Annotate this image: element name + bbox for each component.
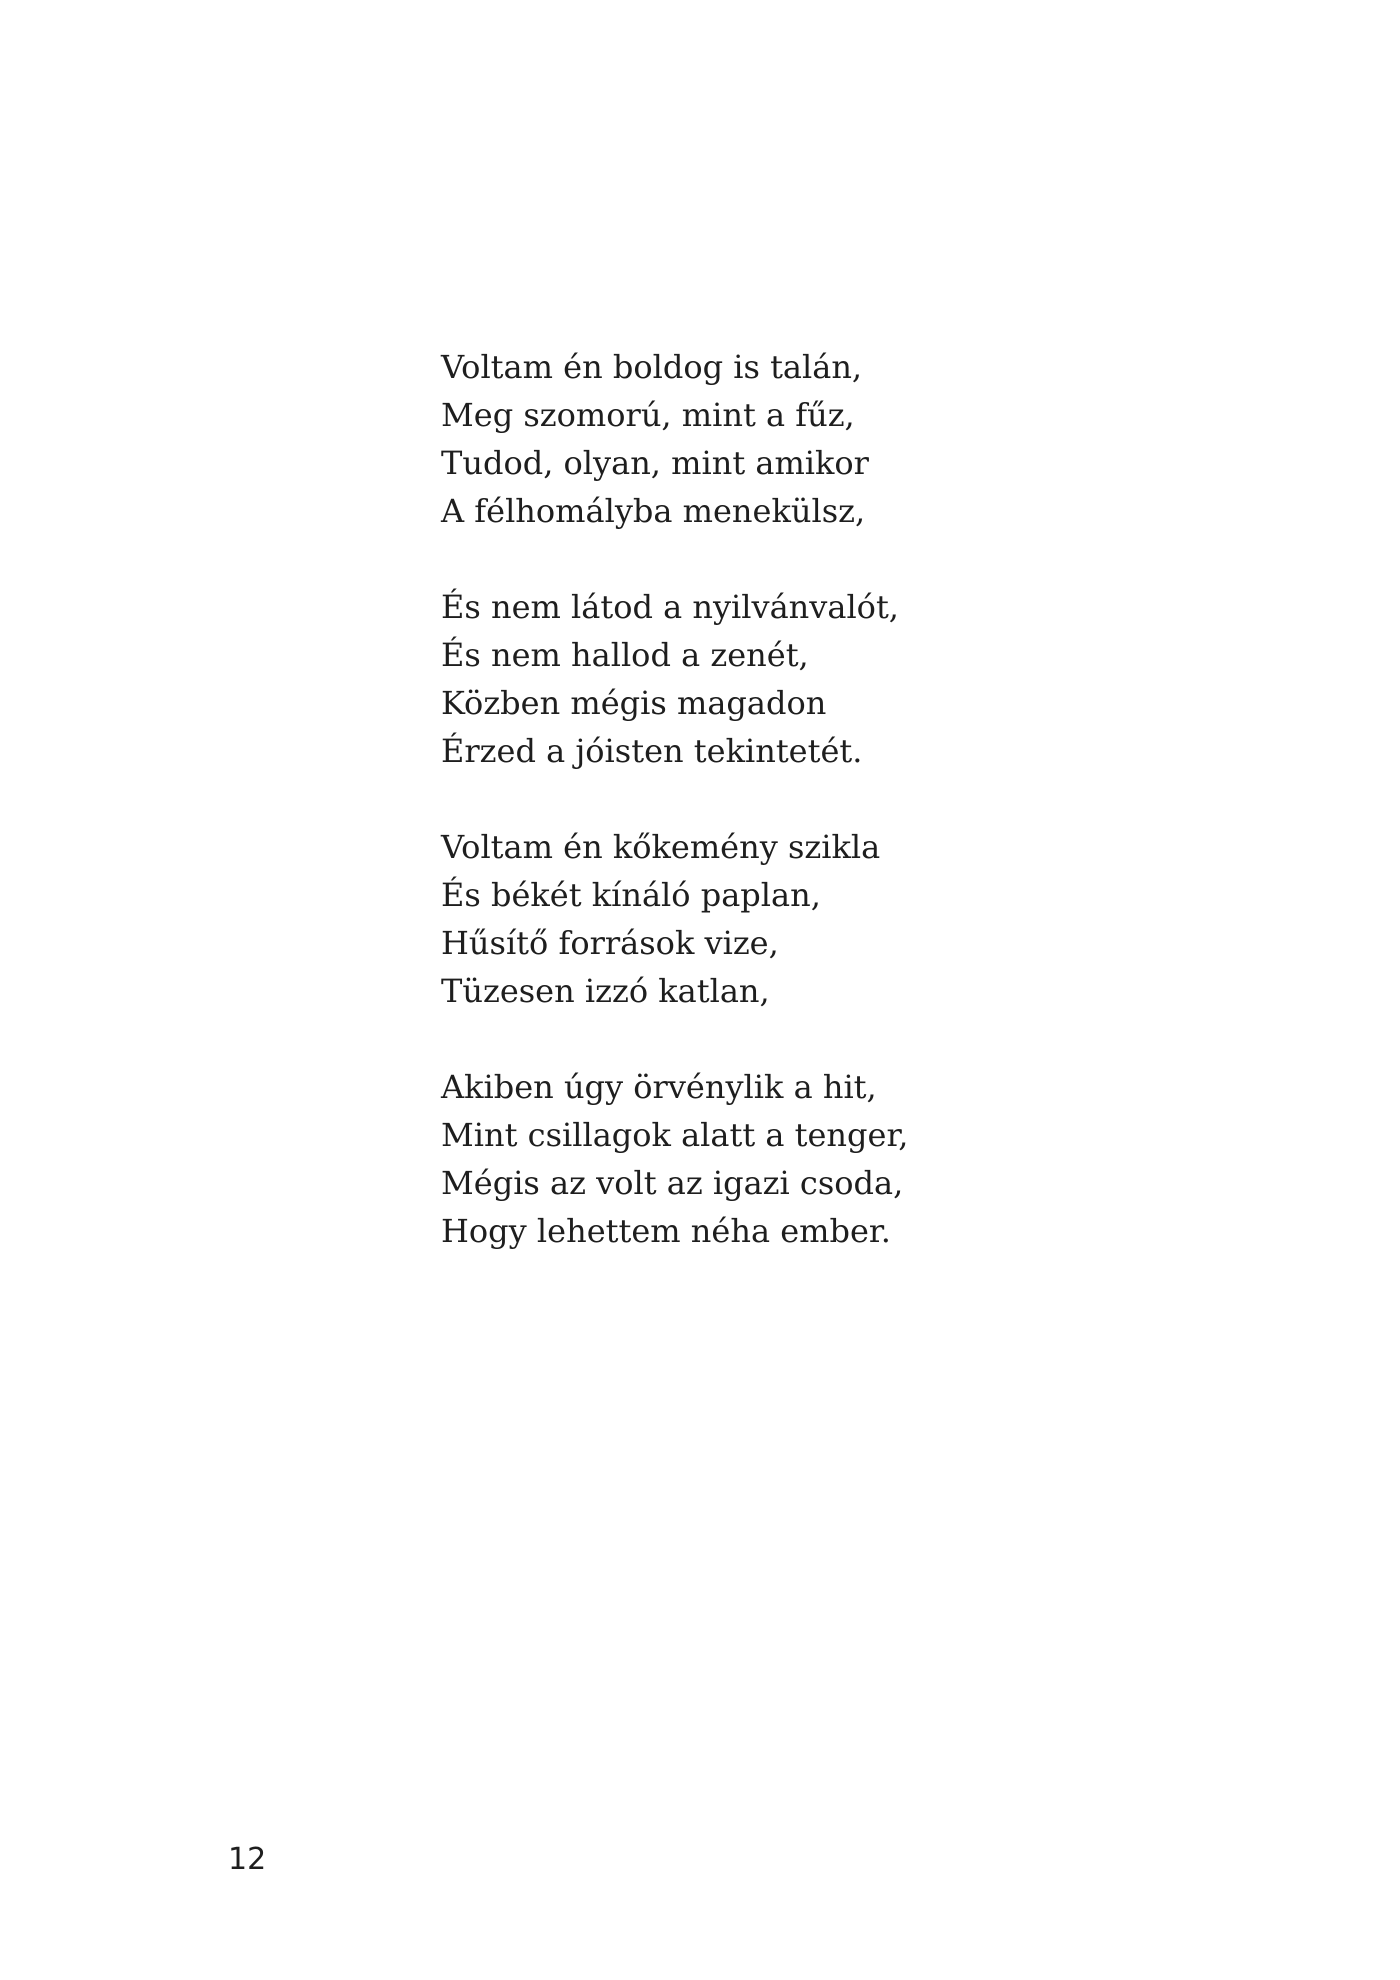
poem-line: Meg szomorú, mint a fűz, [441, 396, 855, 434]
poem-line: Tüzesen izzó katlan, [441, 972, 770, 1010]
poem-line: És nem hallod a zenét, [441, 636, 809, 674]
poem-line: A félhomályba menekülsz, [441, 492, 866, 530]
stanza-2 [441, 583, 1061, 775]
poem-line: Hűsítő források vize, [441, 924, 779, 962]
poem-line: Voltam én boldog is talán, [441, 348, 863, 386]
stanza-1 [441, 343, 1061, 535]
poem-line: Mint csillagok alatt a tenger, [441, 1116, 909, 1154]
poem-line: Közben mégis magadon [441, 684, 827, 722]
poem-line: Tudod, olyan, mint amikor [441, 444, 869, 482]
stanza-4 [441, 1063, 1061, 1255]
poem-line: És nem látod a nyilvánvalót, [441, 588, 899, 626]
poem-line: Mégis az volt az igazi csoda, [441, 1164, 904, 1202]
poem-line: És békét kínáló paplan, [441, 876, 821, 914]
poem-line: Érzed a jóisten tekintetét. [441, 732, 863, 770]
poem-line: Akiben úgy örvénylik a hit, [441, 1068, 877, 1106]
stanza-3 [441, 823, 1061, 1015]
page-number: 12 [228, 1842, 267, 1877]
poem [441, 343, 1061, 1255]
poem-line: Hogy lehettem néha ember. [441, 1212, 891, 1250]
poem-line: Voltam én kőkemény szikla [441, 828, 881, 866]
